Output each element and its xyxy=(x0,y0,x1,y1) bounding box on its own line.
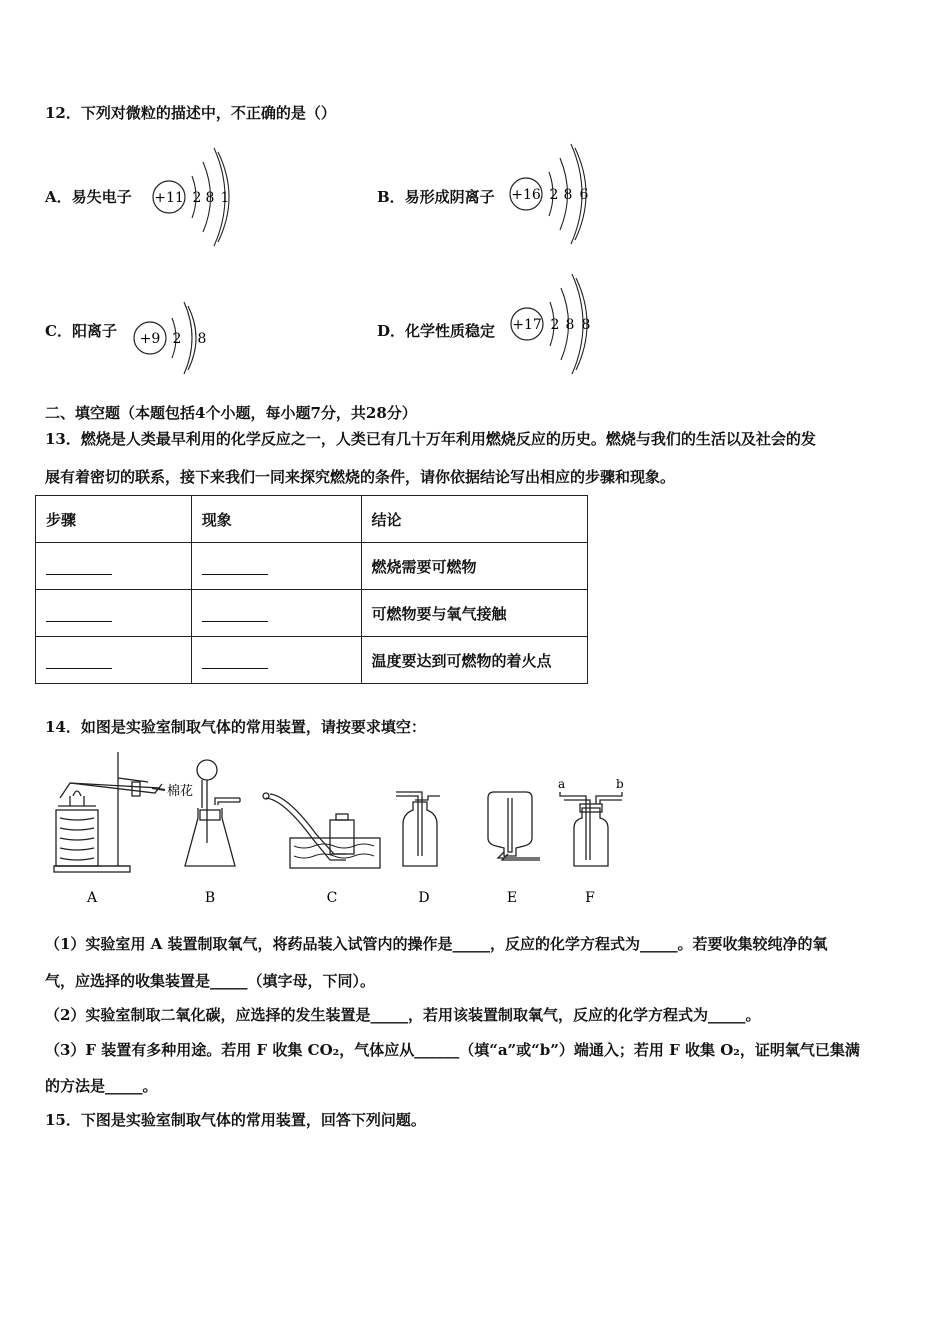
q13-line-2: 展有着密切的联系，接下来我们一同来探究燃烧的条件，请你依据结论写出相应的步骤和现象。 xyxy=(45,468,676,486)
q14-part3-line2: 的方法是_____。 xyxy=(45,1077,158,1095)
apparatus-e xyxy=(488,792,540,860)
apparatus-label-b: B xyxy=(204,890,216,906)
shell-b-3: 6 xyxy=(579,187,589,203)
answer-blank[interactable] xyxy=(202,560,268,575)
atom-diagram-b xyxy=(505,138,605,250)
apparatus-label-e: E xyxy=(506,890,518,906)
apparatus-label-d: D xyxy=(418,890,430,906)
shell-a-1: 2 xyxy=(192,190,202,206)
q12-option-b-label: B．易形成阴离子 xyxy=(377,188,495,206)
q12-option-d-label: D．化学性质稳定 xyxy=(377,322,496,340)
header-conclusion: 结论 xyxy=(361,496,587,543)
shell-d-1: 2 xyxy=(550,317,560,333)
apparatus-b xyxy=(185,760,240,866)
conclusion-cell: 温度要达到可燃物的着火点 xyxy=(361,637,587,684)
apparatus-label-c: C xyxy=(326,890,338,906)
shell-d-3: 8 xyxy=(581,317,591,333)
q14-part2: （2）实验室制取二氧化碳，应选择的发生装置是_____，若用该装置制取氧气，反应的化学方程式为_____。 xyxy=(45,1006,761,1024)
answer-blank[interactable] xyxy=(46,654,112,669)
header-step: 步骤 xyxy=(36,496,192,543)
shell-a-2: 8 xyxy=(205,190,215,206)
atom-diagram-d xyxy=(506,268,606,380)
step-blank[interactable] xyxy=(36,637,192,684)
apparatus-a xyxy=(54,752,165,872)
conclusion-cell: 可燃物要与氧气接触 xyxy=(361,590,587,637)
apparatus-f xyxy=(560,792,622,866)
atom-diagram-c xyxy=(130,290,220,386)
apparatus-c xyxy=(263,793,380,868)
answer-blank[interactable] xyxy=(46,607,112,622)
phenomenon-blank[interactable] xyxy=(191,543,361,590)
atom-diagram-a xyxy=(148,140,248,250)
answer-blank[interactable] xyxy=(202,654,268,669)
shell-c-2: 8 xyxy=(197,331,207,347)
q12-stem: 12．下列对微粒的描述中，不正确的是（） xyxy=(45,104,336,122)
apparatus-label-f: F xyxy=(585,890,595,906)
q15-stem: 15．下图是实验室制取气体的常用装置，回答下列问题。 xyxy=(45,1111,426,1129)
phenomenon-blank[interactable] xyxy=(191,590,361,637)
q12-option-a-label: A．易失电子 xyxy=(45,188,132,206)
q14-part3-line1: （3）F 装置有多种用途。若用 F 收集 CO₂，气体应从______（填“a”或“b”）端通入；若用 F 收集 O₂，证明氧气已集满 xyxy=(45,1041,860,1059)
nucleus-a-charge: +11 xyxy=(154,190,184,206)
answer-blank[interactable] xyxy=(46,560,112,575)
phenomenon-blank[interactable] xyxy=(191,637,361,684)
step-blank[interactable] xyxy=(36,590,192,637)
answer-blank[interactable] xyxy=(202,607,268,622)
nucleus-c-charge: +9 xyxy=(139,331,161,347)
cotton-label: 棉花 xyxy=(167,784,194,799)
apparatus-d xyxy=(396,792,440,866)
port-b-label: b xyxy=(616,777,624,791)
q14-part1-line1: （1）实验室用 A 装置制取氧气，将药品装入试管内的操作是_____，反应的化学方程式为_____。若要收集较纯净的氧 xyxy=(45,935,828,953)
shell-b-1: 2 xyxy=(549,187,559,203)
port-a-label: a xyxy=(558,777,566,791)
shell-c-1: 2 xyxy=(172,331,182,347)
step-blank[interactable] xyxy=(36,543,192,590)
shell-d-2: 8 xyxy=(565,317,575,333)
header-phenomenon: 现象 xyxy=(191,496,361,543)
conclusion-cell: 燃烧需要可燃物 xyxy=(361,543,587,590)
table-row xyxy=(36,590,588,637)
apparatus-figure xyxy=(40,748,640,913)
table-row xyxy=(36,637,588,684)
q12-option-c-label: C．阳离子 xyxy=(45,322,117,340)
nucleus-b-charge: +16 xyxy=(511,187,541,203)
apparatus-label-a: A xyxy=(86,890,98,906)
shell-a-3: 1 xyxy=(220,190,230,206)
experiment-table xyxy=(35,495,588,684)
table-row xyxy=(36,543,588,590)
q14-part1-line2: 气，应选择的收集装置是_____（填字母，下同）。 xyxy=(45,972,376,990)
q13-line-1: 13．燃烧是人类最早利用的化学反应之一，人类已有几十万年利用燃烧反应的历史。燃烧与我们的生活以及社会的发 xyxy=(45,430,816,448)
q14-stem: 14．如图是实验室制取气体的常用装置，请按要求填空： xyxy=(45,718,426,736)
shell-b-2: 8 xyxy=(563,187,573,203)
section-title: 二、填空题（本题包括4个小题，每小题7分，共28分） xyxy=(45,404,417,422)
table-header-row xyxy=(36,496,588,543)
nucleus-d-charge: +17 xyxy=(512,317,542,333)
